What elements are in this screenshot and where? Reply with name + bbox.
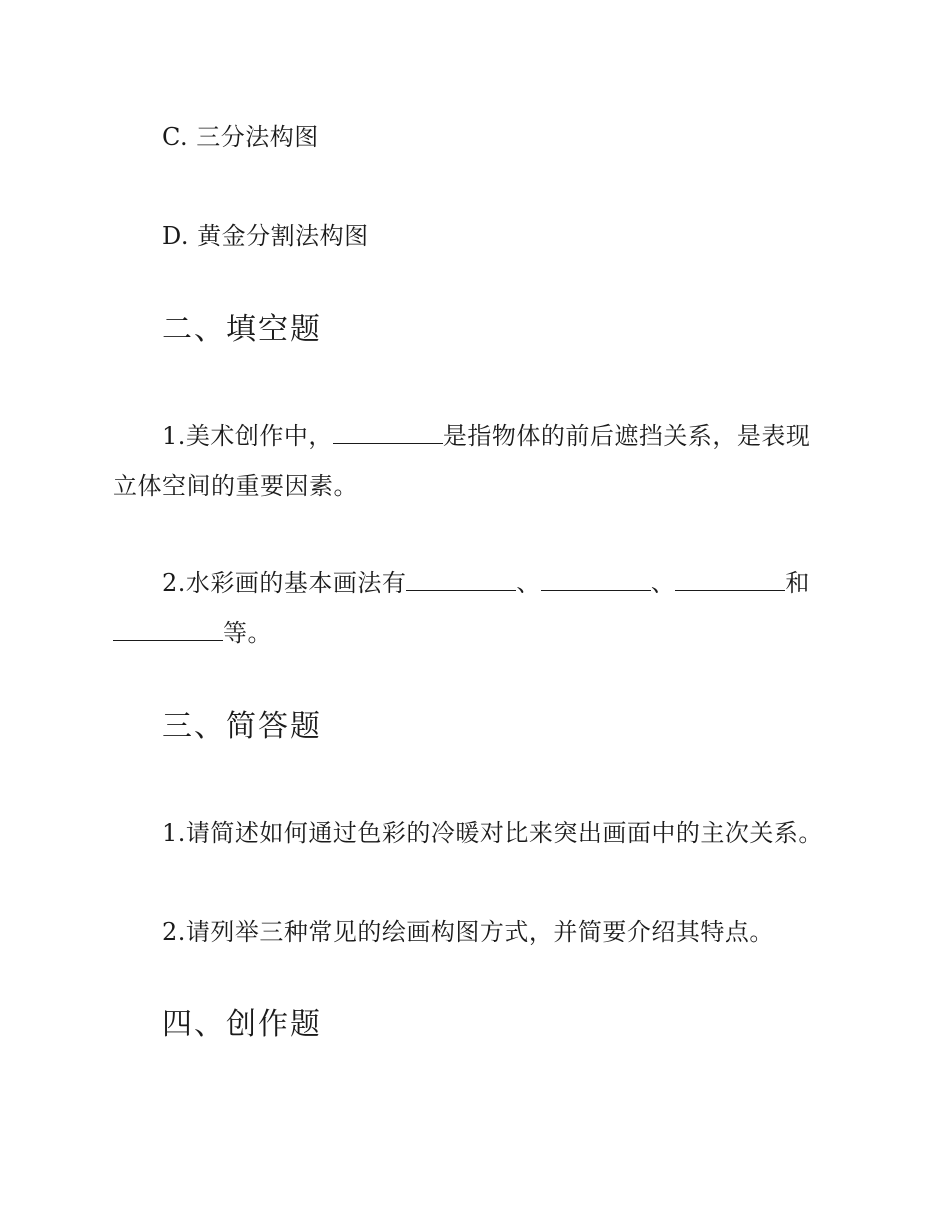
fill-q2-text-end: 等。 xyxy=(223,619,272,647)
conjunction: 和 xyxy=(785,569,810,597)
option-c: C. 三分法构图 xyxy=(162,123,319,151)
fill-question-2-continued xyxy=(113,618,272,648)
fill-question-1-continued: 立体空间的重要因素。 xyxy=(113,472,358,500)
section-heading-creation: 四、创作题 xyxy=(162,1007,322,1042)
section-heading-short-answer: 三、简答题 xyxy=(162,709,322,744)
fill-q1-text-start: 1.美术创作中， xyxy=(162,422,333,450)
answer-blank xyxy=(113,618,223,641)
answer-blank xyxy=(333,421,443,444)
answer-blank xyxy=(541,568,651,591)
option-d: D. 黄金分割法构图 xyxy=(162,222,369,250)
separator: 、 xyxy=(650,569,676,597)
short-question-2: 2.请列举三种常见的绘画构图方式，并简要介绍其特点。 xyxy=(162,918,774,946)
fill-question-1 xyxy=(162,421,810,451)
answer-blank xyxy=(675,568,785,591)
answer-blank xyxy=(406,568,516,591)
fill-q1-text-end: 是指物体的前后遮挡关系，是表现 xyxy=(442,422,811,450)
fill-question-2 xyxy=(162,568,810,598)
fill-q2-text-start: 2.水彩画的基本画法有 xyxy=(162,569,407,597)
short-question-1: 1.请简述如何通过色彩的冷暖对比来突出画面中的主次关系。 xyxy=(162,819,823,847)
separator: 、 xyxy=(516,569,541,597)
section-heading-fill-in: 二、填空题 xyxy=(162,312,322,347)
